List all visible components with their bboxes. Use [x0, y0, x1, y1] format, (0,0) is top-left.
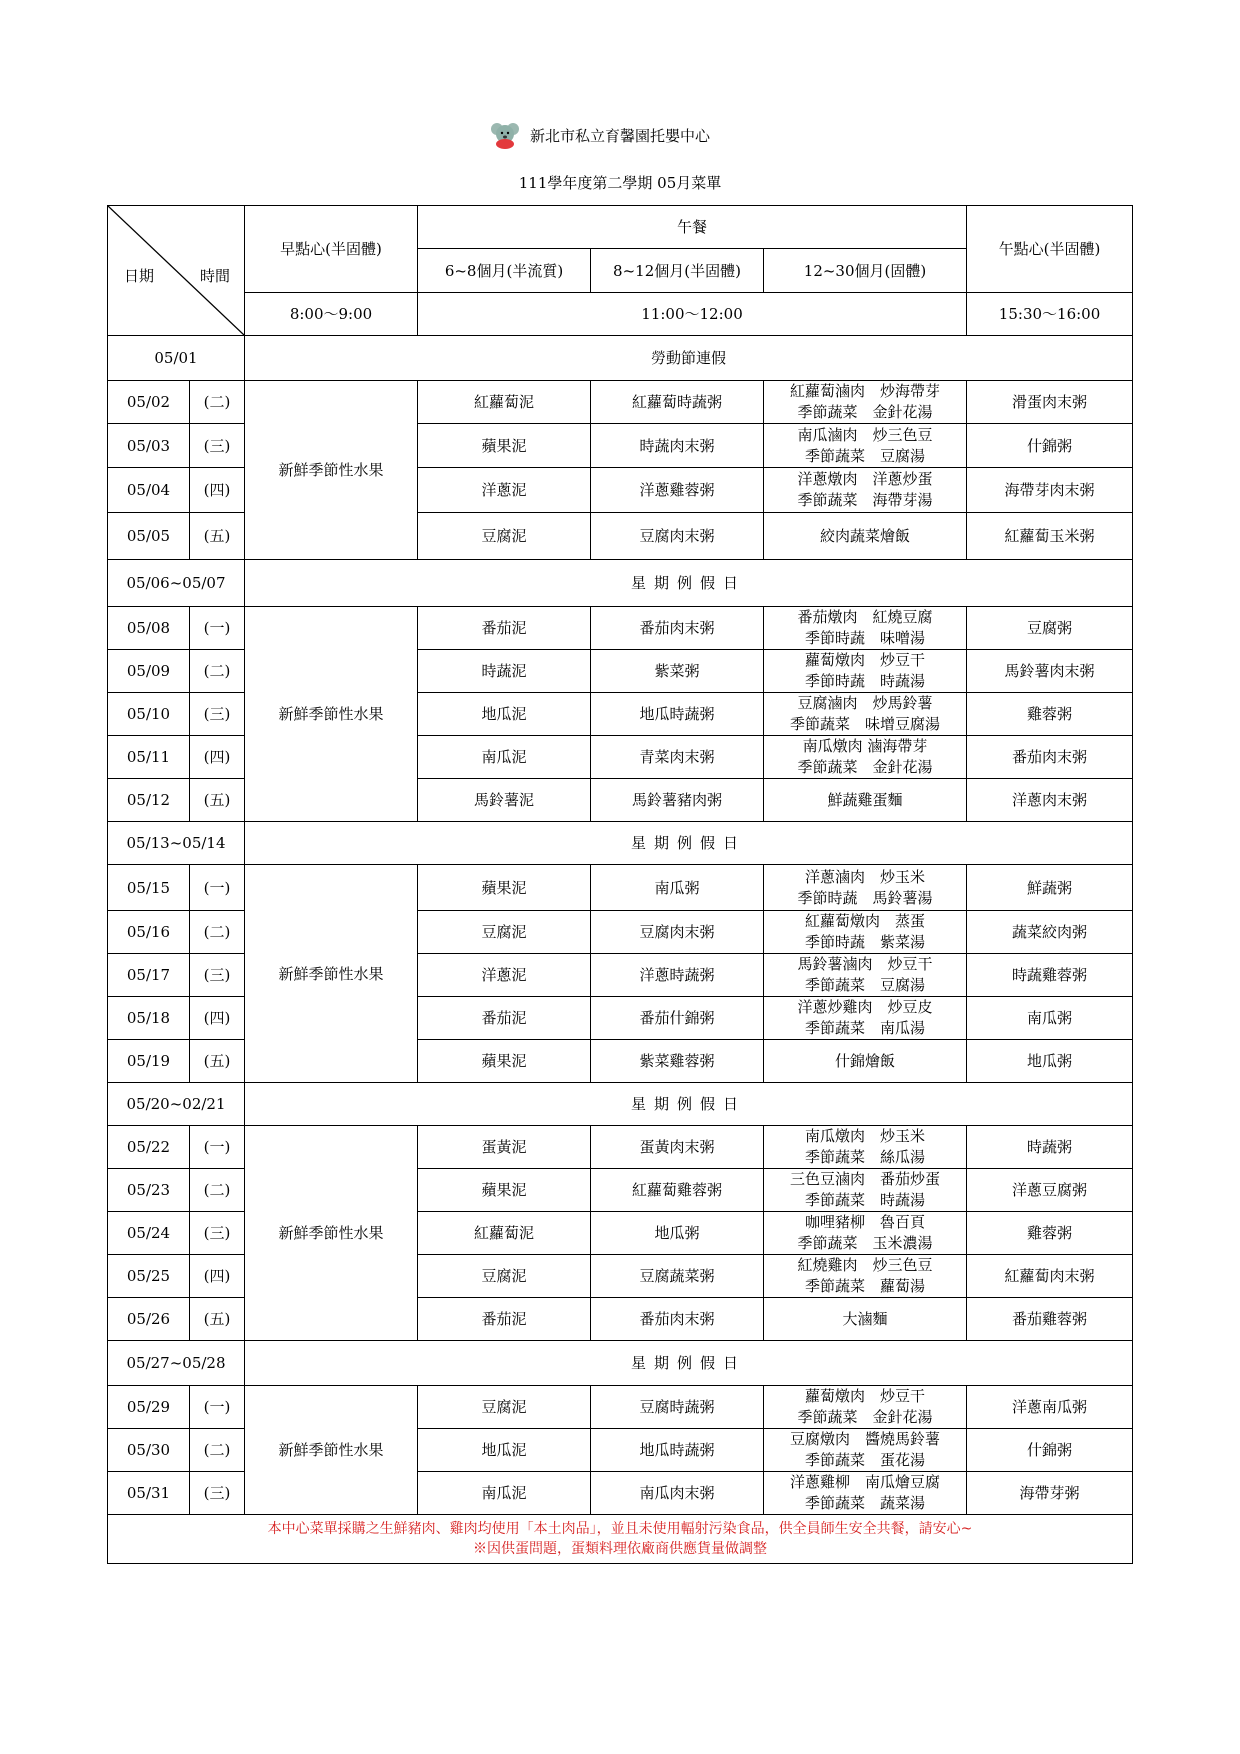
meal-line-2: 季節蔬菜 蔬菜湯	[805, 1494, 926, 1512]
meal-8-12: 時蔬肉末粥	[591, 424, 764, 468]
meal-12-30	[764, 865, 967, 911]
meal-12-30	[764, 1255, 967, 1298]
meal-line-1: 紅燒雞肉 炒三色豆	[797, 1256, 933, 1274]
meal-6-8: 番茄泥	[418, 1298, 591, 1341]
meal-line-2: 季節時蔬 味噌湯	[805, 629, 926, 647]
day-row	[108, 1126, 1133, 1169]
holiday-text	[245, 1083, 1133, 1126]
meal-6-8: 蛋黃泥	[418, 1126, 591, 1169]
weekday-cell: (三)	[190, 693, 245, 736]
date-cell: 05/10	[108, 693, 190, 736]
footer-notice	[108, 1515, 1133, 1564]
weekday-cell: (三)	[190, 954, 245, 997]
meal-line-2: 季節時蔬 紫菜湯	[805, 933, 926, 951]
meal-line-1: 洋蔥燉肉 洋蔥炒蛋	[797, 470, 933, 488]
meal-8-12: 南瓜肉末粥	[591, 1472, 764, 1515]
weekday-cell: (四)	[190, 468, 245, 513]
weekday-cell: (二)	[190, 650, 245, 693]
date-cell: 05/12	[108, 779, 190, 822]
meal-12-30	[764, 381, 967, 424]
meal-8-12: 紫菜雞蓉粥	[591, 1040, 764, 1083]
meal-6-8: 地瓜泥	[418, 693, 591, 736]
meal-line-2: 季節蔬菜 玉米濃湯	[797, 1234, 933, 1252]
meal-12-30	[764, 954, 967, 997]
meal-line-1: 紅蘿蔔燉肉 蒸蛋	[805, 912, 926, 930]
meal-line-2: 季節蔬菜 味增豆腐湯	[790, 715, 941, 733]
afternoon-snack: 什錦粥	[967, 1429, 1133, 1472]
meal-8-12: 番茄什錦粥	[591, 997, 764, 1040]
meal-line-2: 季節蔬菜 海帶芽湯	[797, 491, 933, 509]
meal-6-8: 南瓜泥	[418, 736, 591, 779]
meal-12-30	[764, 911, 967, 954]
meal-line-1: 洋蔥滷肉 炒玉米	[805, 867, 926, 886]
meal-line-1: 咖哩豬柳 魯百頁	[805, 1213, 926, 1231]
holiday-text	[245, 822, 1133, 865]
meal-12-30	[764, 1169, 967, 1212]
meal-line-1: 豆腐燉肉 醬燒馬鈴薯	[790, 1430, 941, 1448]
meal-6-8: 蘋果泥	[418, 424, 591, 468]
meal-line-1: 番茄燉肉 紅燒豆腐	[797, 608, 933, 626]
footer-line-2: ※因供蛋問題，蛋類料理依廠商供應貨量做調整	[473, 1541, 768, 1557]
meal-line-1: 南瓜燉肉 炒玉米	[805, 1127, 926, 1145]
meal-line-2: 季節蔬菜 豆腐湯	[805, 976, 926, 994]
weekday-cell: (一)	[190, 865, 245, 911]
holiday-date: 05/06~05/07	[108, 560, 245, 607]
afternoon-snack: 海帶芽粥	[967, 1472, 1133, 1515]
meal-8-12: 地瓜時蔬粥	[591, 693, 764, 736]
afternoon-snack: 地瓜粥	[967, 1040, 1133, 1083]
meal-line-1: 豆腐滷肉 炒馬鈴薯	[797, 694, 933, 712]
date-cell: 05/11	[108, 736, 190, 779]
meal-line-2: 季節時蔬 時蔬湯	[805, 672, 926, 690]
meal-line-2: 季節蔬菜 金針花湯	[797, 403, 933, 421]
meal-8-12: 豆腐時蔬粥	[591, 1386, 764, 1429]
holiday-text	[245, 560, 1133, 607]
footer-row	[108, 1515, 1133, 1564]
breakfast-fruit: 新鮮季節性水果	[245, 865, 418, 1083]
meal-12-30	[764, 997, 967, 1040]
meal-line-2: 季節蔬菜 金針花湯	[797, 1408, 933, 1426]
date-cell: 05/09	[108, 650, 190, 693]
meal-12-30	[764, 607, 967, 650]
date-cell: 05/19	[108, 1040, 190, 1083]
meal-line-1: 馬鈴薯滷肉 炒豆干	[797, 955, 933, 973]
weekday-cell: (一)	[190, 1126, 245, 1169]
date-cell: 05/25	[108, 1255, 190, 1298]
afternoon-snack: 時蔬粥	[967, 1126, 1133, 1169]
holiday-label: 星期例假日	[631, 1354, 747, 1372]
meal-12-30	[764, 1429, 967, 1472]
date-cell: 05/24	[108, 1212, 190, 1255]
day-row	[108, 1386, 1133, 1429]
date-cell: 05/02	[108, 381, 190, 424]
meal-12-30	[764, 1126, 967, 1169]
meal-8-12: 洋蔥時蔬粥	[591, 954, 764, 997]
meal-12-30	[764, 1212, 967, 1255]
meal-6-8: 南瓜泥	[418, 1472, 591, 1515]
weekday-cell: (四)	[190, 736, 245, 779]
meal-6-8: 紅蘿蔔泥	[418, 381, 591, 424]
weekday-cell: (二)	[190, 1429, 245, 1472]
meal-line-2: 季節蔬菜 南瓜湯	[805, 1019, 926, 1037]
meal-8-12: 豆腐蔬菜粥	[591, 1255, 764, 1298]
meal-line-1: 三色豆滷肉 番茄炒蛋	[790, 1170, 941, 1188]
afternoon-snack: 南瓜粥	[967, 997, 1133, 1040]
holiday-label: 星期例假日	[631, 574, 747, 592]
meal-8-12: 南瓜粥	[591, 865, 764, 911]
meal-8-12: 紅蘿蔔雞蓉粥	[591, 1169, 764, 1212]
lunch-12-30-header: 12~30個月(固體)	[764, 249, 967, 293]
meal-8-12: 馬鈴薯豬肉粥	[591, 779, 764, 822]
afternoon-snack: 馬鈴薯肉末粥	[967, 650, 1133, 693]
meal-6-8: 時蔬泥	[418, 650, 591, 693]
date-time-header-cell	[108, 206, 245, 336]
meal-line-1: 紅蘿蔔滷肉 炒海帶芽	[790, 382, 941, 400]
meal-6-8: 蘋果泥	[418, 865, 591, 911]
meal-6-8: 蘋果泥	[418, 1169, 591, 1212]
meal-8-12: 地瓜時蔬粥	[591, 1429, 764, 1472]
date-cell: 05/08	[108, 607, 190, 650]
weekday-cell: (三)	[190, 1212, 245, 1255]
afternoon-snack: 時蔬雞蓉粥	[967, 954, 1133, 997]
meal-line-2: 季節時蔬 馬鈴薯湯	[797, 888, 933, 907]
date-cell: 05/29	[108, 1386, 190, 1429]
lunch-6-8-header: 6~8個月(半流質)	[418, 249, 591, 293]
holiday-text	[245, 1341, 1133, 1386]
meal-6-8: 蘋果泥	[418, 1040, 591, 1083]
meal-12-30	[764, 693, 967, 736]
meal-12-30	[764, 736, 967, 779]
meal-line-1: 蘿蔔燉肉 炒豆干	[805, 1387, 926, 1405]
weekday-cell: (五)	[190, 513, 245, 560]
afternoon-snack: 紅蘿蔔肉末粥	[967, 1255, 1133, 1298]
weekday-cell: (一)	[190, 607, 245, 650]
weekday-cell: (三)	[190, 424, 245, 468]
afternoon-snack: 蔬菜絞肉粥	[967, 911, 1133, 954]
breakfast-fruit: 新鮮季節性水果	[245, 1386, 418, 1515]
meal-line-2: 季節蔬菜 蛋花湯	[805, 1451, 926, 1469]
afternoon-snack: 紅蘿蔔玉米粥	[967, 513, 1133, 560]
date-cell: 05/31	[108, 1472, 190, 1515]
weekday-cell: (三)	[190, 1472, 245, 1515]
meal-6-8: 番茄泥	[418, 607, 591, 650]
footer-line-1: 本中心菜單採購之生鮮豬肉、雞肉均使用「本土肉品」，並且未使用輻射污染食品，供全員師生安全共餐，請安心~	[267, 1521, 973, 1537]
meal-8-12: 紅蘿蔔時蔬粥	[591, 381, 764, 424]
breakfast-time: 8:00～9:00	[245, 293, 418, 336]
holiday-label: 星期例假日	[631, 834, 747, 852]
afternoon-snack: 洋蔥南瓜粥	[967, 1386, 1133, 1429]
date-cell: 05/22	[108, 1126, 190, 1169]
meal-line-2: 季節蔬菜 時蔬湯	[805, 1191, 926, 1209]
date-cell: 05/17	[108, 954, 190, 997]
afternoon-snack: 雞蓉粥	[967, 693, 1133, 736]
holiday-text: 勞動節連假	[245, 336, 1133, 381]
meal-line-1: 蘿蔔燉肉 炒豆干	[805, 651, 926, 669]
meal-8-12: 洋蔥雞蓉粥	[591, 468, 764, 513]
date-cell: 05/15	[108, 865, 190, 911]
meal-8-12: 紫菜粥	[591, 650, 764, 693]
meal-12-30: 大滷麵	[764, 1298, 967, 1341]
meal-line-1: 洋蔥雞柳 南瓜燴豆腐	[790, 1473, 941, 1491]
day-row	[108, 865, 1133, 911]
holiday-row	[108, 336, 1133, 381]
meal-6-8: 番茄泥	[418, 997, 591, 1040]
date-label: 日期	[124, 267, 155, 285]
afternoon-snack: 洋蔥肉末粥	[967, 779, 1133, 822]
page-title: 111學年度第二學期 05月菜單	[518, 174, 722, 192]
holiday-row	[108, 822, 1133, 865]
weekday-cell: (一)	[190, 1386, 245, 1429]
meal-6-8: 洋蔥泥	[418, 954, 591, 997]
holiday-date: 05/01	[108, 336, 245, 381]
meal-6-8: 豆腐泥	[418, 1386, 591, 1429]
lunch-8-12-header: 8~12個月(半固體)	[591, 249, 764, 293]
meal-line-2: 季節蔬菜 金針花湯	[797, 758, 933, 776]
day-row	[108, 607, 1133, 650]
afternoon-snack: 番茄雞蓉粥	[967, 1298, 1133, 1341]
date-cell: 05/30	[108, 1429, 190, 1472]
day-row	[108, 381, 1133, 424]
meal-line-1: 南瓜滷肉 炒三色豆	[797, 425, 933, 444]
meal-line-1: 南瓜燉肉 滷海帶芽	[802, 737, 928, 755]
meal-12-30	[764, 1386, 967, 1429]
weekday-cell: (四)	[190, 997, 245, 1040]
afternoon-snack: 鮮蔬粥	[967, 865, 1133, 911]
afternoon-snack: 什錦粥	[967, 424, 1133, 468]
weekday-cell: (二)	[190, 1169, 245, 1212]
meal-12-30	[764, 650, 967, 693]
afternoon-snack: 雞蓉粥	[967, 1212, 1133, 1255]
meal-12-30	[764, 1472, 967, 1515]
weekday-cell: (五)	[190, 1040, 245, 1083]
breakfast-fruit: 新鮮季節性水果	[245, 607, 418, 822]
meal-line-2: 季節蔬菜 蘿蔔湯	[805, 1277, 926, 1295]
breakfast-fruit: 新鮮季節性水果	[245, 1126, 418, 1341]
holiday-row	[108, 1083, 1133, 1126]
meal-line-2: 季節蔬菜 豆腐湯	[805, 446, 926, 465]
holiday-row	[108, 1341, 1133, 1386]
weekday-cell: (四)	[190, 1255, 245, 1298]
meal-line-1: 洋蔥炒雞肉 炒豆皮	[797, 998, 933, 1016]
holiday-row	[108, 560, 1133, 607]
org-name: 新北市私立育馨園托嬰中心	[529, 126, 710, 145]
holiday-label: 星期例假日	[631, 1095, 747, 1113]
date-cell: 05/23	[108, 1169, 190, 1212]
meal-6-8: 豆腐泥	[418, 1255, 591, 1298]
afternoon-header: 午點心(半固體)	[967, 206, 1133, 293]
meal-line-2: 季節蔬菜 絲瓜湯	[805, 1148, 926, 1166]
weekday-cell: (五)	[190, 779, 245, 822]
weekday-cell: (二)	[190, 381, 245, 424]
meal-8-12: 番茄肉末粥	[591, 607, 764, 650]
meal-8-12: 青菜肉末粥	[591, 736, 764, 779]
koala-logo-icon	[490, 120, 520, 150]
afternoon-time: 15:30～16:00	[967, 293, 1133, 336]
menu-table	[107, 205, 1133, 1564]
org-header	[0, 120, 1240, 154]
meal-6-8: 紅蘿蔔泥	[418, 1212, 591, 1255]
weekday-cell: (二)	[190, 911, 245, 954]
meal-12-30	[764, 424, 967, 468]
meal-8-12: 蛋黃肉末粥	[591, 1126, 764, 1169]
meal-8-12: 地瓜粥	[591, 1212, 764, 1255]
breakfast-header: 早點心(半固體)	[245, 206, 418, 293]
meal-8-12: 番茄肉末粥	[591, 1298, 764, 1341]
date-cell: 05/26	[108, 1298, 190, 1341]
meal-8-12: 豆腐肉末粥	[591, 513, 764, 560]
holiday-date: 05/13~05/14	[108, 822, 245, 865]
holiday-date: 05/20~02/21	[108, 1083, 245, 1126]
meal-6-8: 豆腐泥	[418, 911, 591, 954]
date-cell: 05/04	[108, 468, 190, 513]
holiday-date: 05/27~05/28	[108, 1341, 245, 1386]
breakfast-fruit: 新鮮季節性水果	[245, 381, 418, 560]
meal-12-30	[764, 468, 967, 513]
time-label: 時間	[199, 267, 230, 285]
afternoon-snack: 豆腐粥	[967, 607, 1133, 650]
meal-12-30: 什錦燴飯	[764, 1040, 967, 1083]
meal-6-8: 洋蔥泥	[418, 468, 591, 513]
date-cell: 05/05	[108, 513, 190, 560]
meal-12-30: 絞肉蔬菜燴飯	[764, 513, 967, 560]
meal-6-8: 馬鈴薯泥	[418, 779, 591, 822]
meal-12-30: 鮮蔬雞蛋麵	[764, 779, 967, 822]
date-cell: 05/18	[108, 997, 190, 1040]
afternoon-snack: 番茄肉末粥	[967, 736, 1133, 779]
lunch-time: 11:00～12:00	[418, 293, 967, 336]
meal-6-8: 地瓜泥	[418, 1429, 591, 1472]
weekday-cell: (五)	[190, 1298, 245, 1341]
afternoon-snack: 洋蔥豆腐粥	[967, 1169, 1133, 1212]
meal-6-8: 豆腐泥	[418, 513, 591, 560]
date-cell: 05/16	[108, 911, 190, 954]
meal-8-12: 豆腐肉末粥	[591, 911, 764, 954]
afternoon-snack: 海帶芽肉末粥	[967, 468, 1133, 513]
lunch-header: 午餐	[418, 206, 967, 249]
afternoon-snack: 滑蛋肉末粥	[967, 381, 1133, 424]
date-cell: 05/03	[108, 424, 190, 468]
